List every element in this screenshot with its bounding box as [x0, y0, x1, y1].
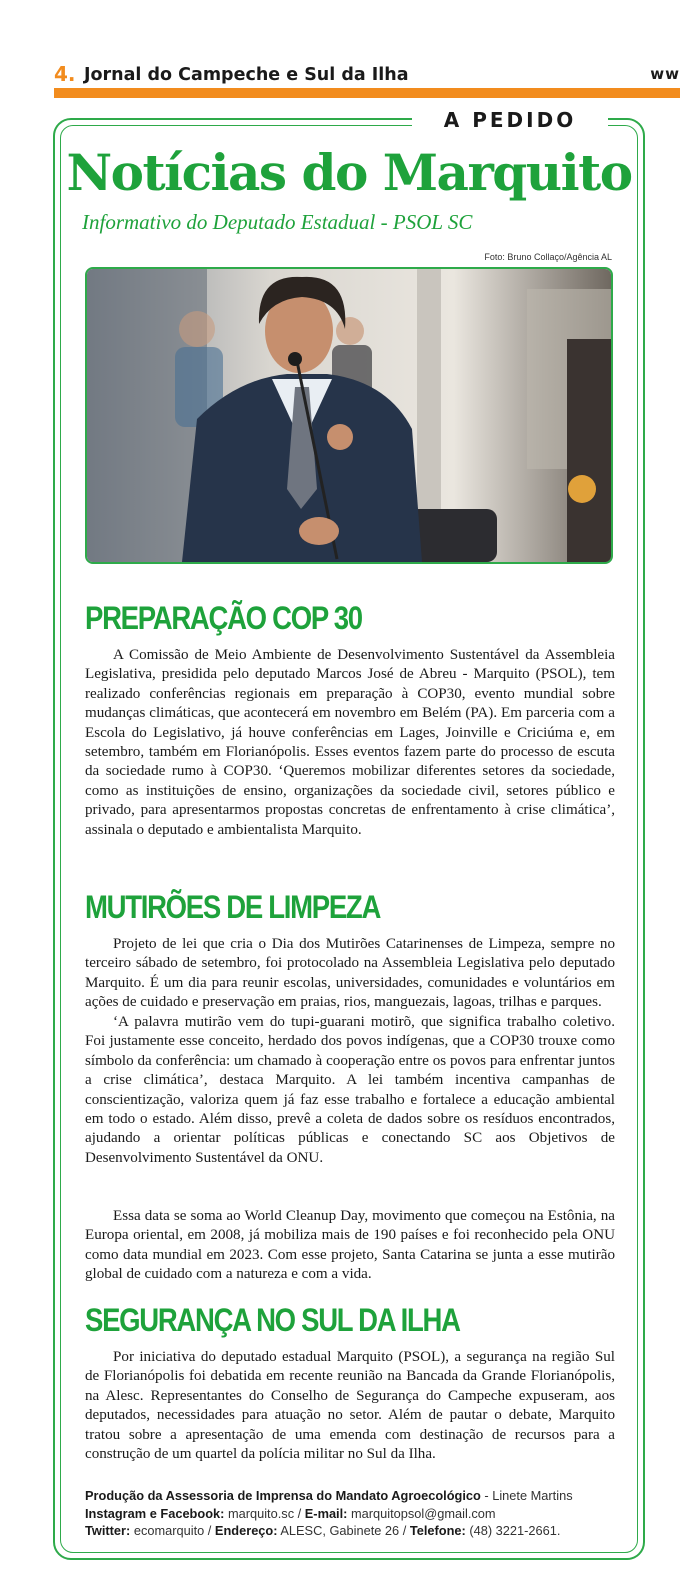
production-label: Produção da Assessoria de Imprensa do Mandato Agroecológico	[85, 1488, 481, 1503]
page-header	[54, 62, 680, 102]
section-paragraph: Por iniciativa do deputado estadual Marquito (PSOL), a segurança na região Sul de Florianópolis foi debatida em recente reunião na Bancada da Grande Florianópolis, na Alesc. Representantes do Conselho de Segurança do Campeche expuseram, aos deputados, necessidades para atuação no setor. Além de pautar o debate, Marquito tratou sobre a apresentação de uma emenda com destinação de recursos para a construção de um quartel da polícia militar no Sul da Ilha.	[85, 1349, 615, 1463]
twitter-value: ecomarquito /	[130, 1523, 215, 1539]
page-number: 4.	[54, 62, 76, 86]
phone-label: Telefone:	[409, 1523, 466, 1539]
section-paragraph: ‘A palavra mutirão vem do tupi-guarani motirõ, que significa trabalho coletivo. Foi justamente esse conceito, herdado dos povos indígenas, que a COP30 trouxe como símbolo da conferência: um chamado à cooperação entre os povos para enfrentar juntos a crise climática’, destaca Marquito. A lei também incentiva campanhas de conscientização, valoriza quem já faz esse trabalho e fortalece a educação ambiental em todo o estado. Além disso, prevê a coleta de dados sobre os resíduos encontrados, ajudando a orientar políticas públicas e conectando SC aos Objetivos de Desenvolvimento Sustentável da ONU.	[85, 1014, 615, 1166]
section-title-seguranca: SEGURANÇA NO SUL DA ILHA	[85, 1302, 460, 1338]
header-orange-bar	[54, 88, 680, 98]
address-value: ALESC, Gabinete 26 /	[277, 1523, 410, 1539]
a-pedido-badge: A PEDIDO	[412, 107, 608, 133]
production-line	[85, 1487, 625, 1505]
contact-line-1	[85, 1505, 625, 1523]
section-paragraph: A Comissão de Meio Ambiente de Desenvolvimento Sustentável da Assembleia Legislativa, presidida pelo deputado Marcos José de Abreu - Marquito (PSOL), tem realizado conferências regionais em preparação à COP30, evento mundial sobre mudanças climáticas, que acontecerá em novembro em Belém (PA). Em parceria com a Escola do Legislativo, já houve conferências em Lages, Joinville e Criciúma e, em setembro, também em Florianópolis. Esses eventos fazem parte do processo de escuta da sociedade rumo à COP30. ‘Queremos mobilizar diferentes setores da sociedade, como as instituições de ensino, organizações da sociedade civil, setores público e privado, para apresentarmos propostas concretas de enfrentamento à crise climática’, assinala o deputado e ambientalista Marquito.	[85, 647, 615, 838]
instagram-label: Instagram e Facebook:	[85, 1505, 225, 1521]
email-value: marquitopsol@gmail.com	[347, 1505, 496, 1521]
masthead-title: Notícias do Marquito	[66, 143, 632, 202]
section-title-mutiroes: MUTIRÕES DE LIMPEZA	[85, 889, 381, 925]
newspaper-name: Jornal do Campeche e Sul da Ilha	[84, 65, 409, 85]
deputy-photo	[85, 267, 613, 564]
contact-line-2	[85, 1522, 625, 1540]
section-paragraph: Projeto de lei que cria o Dia dos Mutirões Catarinenses de Limpeza, sempre no terceiro sábado de setembro, foi protocolado na Assembleia Legislativa pelo deputado Marquito. É um dia para reunir escolas, universidades, comunidades e voluntários em ações de cuidado e preservação em praias, rios, manguezais, lagoas, trilhas e parques.	[85, 936, 615, 1011]
address-label: Endereço:	[214, 1523, 278, 1539]
instagram-value: marquito.sc /	[224, 1505, 305, 1521]
credits-footer	[85, 1487, 625, 1540]
masthead-subtitle: Informativo do Deputado Estadual - PSOL SC	[82, 210, 473, 234]
website-fragment: ww	[650, 65, 680, 83]
production-author: - Linete Martins	[480, 1488, 573, 1503]
section-paragraph: Essa data se soma ao World Cleanup Day, movimento que começou na Estônia, na Europa oriental, em 2008, já mobiliza mais de 190 países e foi reconhecido pela ONU como data mundial em 2023. Com esse projeto, Santa Catarina se junta a esse mutirão global de cuidado com a natureza e com a vida.	[85, 1208, 615, 1283]
twitter-label: Twitter:	[85, 1523, 131, 1539]
photo-credit: Foto: Bruno Collaço/Agência AL	[484, 252, 612, 262]
email-label: E-mail:	[304, 1505, 348, 1521]
section-title-cop30: PREPARAÇÃO COP 30	[85, 600, 362, 636]
phone-value: (48) 3221-2661.	[465, 1523, 561, 1539]
